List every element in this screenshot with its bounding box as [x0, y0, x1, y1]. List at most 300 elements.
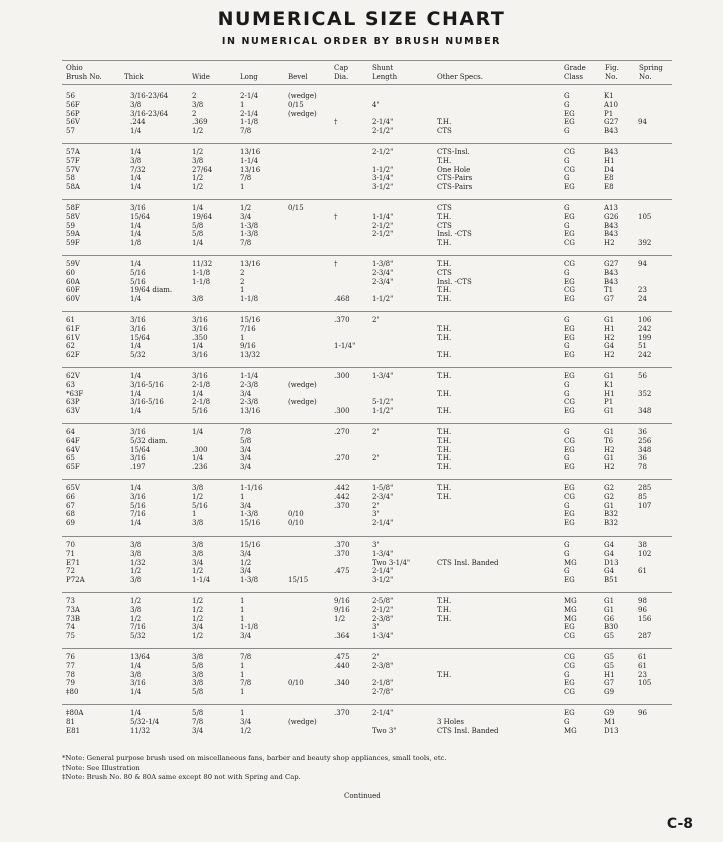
- cell-grade-class: EG: [564, 230, 575, 239]
- cell-long: 13/16: [240, 260, 261, 268]
- cell-long: 1: [240, 492, 245, 501]
- cell-brush-no: 62V: [66, 372, 80, 380]
- cell-fig-no: B51: [604, 576, 619, 585]
- cell-wide: .300: [192, 445, 208, 454]
- header-cap-2: Dia.: [334, 73, 349, 81]
- cell-fig-no: G5: [604, 653, 615, 661]
- cell-wide: 3/8: [192, 100, 204, 109]
- cell-cap-dia: 9/16: [334, 597, 350, 605]
- cell-spring-no: 287: [638, 632, 652, 641]
- cell-fig-no: G27: [604, 260, 619, 268]
- cell-grade-class: MG: [564, 605, 577, 614]
- cell-bevel: (wedge): [288, 398, 317, 407]
- cell-brush-no: 68: [66, 510, 75, 519]
- cell-fig-no: G7: [604, 295, 615, 304]
- cell-long: 3/4: [240, 389, 252, 398]
- cell-brush-no: 78: [66, 670, 75, 679]
- cell-brush-no: 57V: [66, 165, 80, 174]
- cell-wide: 3/16: [192, 372, 208, 380]
- cell-brush-no: 63V: [66, 407, 80, 416]
- continued-label: Continued: [344, 792, 381, 800]
- cell-spring-no: 94: [638, 118, 647, 127]
- cell-grade-class: CG: [564, 492, 575, 501]
- cell-brush-no: 72: [66, 567, 75, 576]
- cell-brush-no: 57: [66, 127, 75, 136]
- cell-brush-no: 59F: [66, 239, 80, 248]
- header-grade-1: Grade: [564, 64, 586, 72]
- cell-fig-no: K1: [604, 92, 614, 100]
- cell-brush-no: 58F: [66, 204, 80, 212]
- cell-wide: 3/8: [192, 670, 204, 679]
- cell-fig-no: P1: [604, 398, 614, 407]
- cell-spring-no: 61: [638, 661, 647, 670]
- cell-shunt-length: 2-3/8": [372, 661, 394, 670]
- cell-thick: 5/32-1/4: [130, 717, 160, 726]
- header-spring-2: No.: [639, 73, 652, 81]
- cell-bevel: 0/15: [288, 204, 304, 212]
- cell-bevel: (wedge): [288, 109, 317, 118]
- cell-long: 1/2: [240, 558, 252, 567]
- cell-grade-class: EG: [564, 118, 575, 127]
- cell-brush-no: 64V: [66, 445, 80, 454]
- cell-spring-no: 242: [638, 324, 652, 333]
- cell-grade-class: G: [564, 454, 570, 463]
- group-divider: [62, 479, 672, 480]
- cell-spring-no: 51: [638, 342, 647, 351]
- cell-long: 1-1/4: [240, 156, 259, 165]
- cell-shunt-length: 1-3/4": [372, 632, 394, 641]
- cell-long: 2: [240, 268, 245, 277]
- cell-wide: 1/2: [192, 127, 204, 136]
- cell-wide: 1/4: [192, 204, 204, 212]
- cell-wide: 1/2: [192, 183, 204, 192]
- cell-wide: 1-1/4: [192, 576, 211, 585]
- cell-long: 1-1/16: [240, 484, 263, 492]
- cell-other-specs: CTS-Pairs: [437, 174, 473, 183]
- cell-shunt-length: 4": [372, 100, 380, 109]
- cell-fig-no: P1: [604, 109, 614, 118]
- cell-cap-dia: 1/2: [334, 614, 346, 623]
- cell-thick: 3/8: [130, 549, 142, 558]
- cell-fig-no: E8: [604, 183, 614, 192]
- cell-grade-class: G: [564, 92, 570, 100]
- cell-shunt-length: 2": [372, 454, 380, 463]
- group-divider: [62, 143, 672, 144]
- cell-other-specs: 3 Holes: [437, 717, 464, 726]
- cell-long: 7/8: [240, 653, 252, 661]
- cell-grade-class: MG: [564, 558, 577, 567]
- cell-fig-no: G1: [604, 605, 615, 614]
- cell-cap-dia: 9/16: [334, 605, 350, 614]
- cell-wide: 1/2: [192, 632, 204, 641]
- cell-long: 15/16: [240, 316, 261, 324]
- cell-long: 1: [240, 605, 245, 614]
- cell-thick: 1/4: [130, 260, 142, 268]
- cell-other-specs: CTS Insl. Banded: [437, 558, 499, 567]
- cell-shunt-length: 2-1/2": [372, 605, 394, 614]
- cell-brush-no: 65F: [66, 463, 80, 472]
- cell-spring-no: 348: [638, 407, 652, 416]
- cell-wide: 7/8: [192, 717, 204, 726]
- cell-grade-class: G: [564, 428, 570, 436]
- cell-long: 1/2: [240, 726, 252, 735]
- cell-thick: 7/16: [130, 510, 146, 519]
- cell-brush-no: 77: [66, 661, 75, 670]
- page-number: C-8: [666, 816, 693, 832]
- cell-wide: 3/8: [192, 549, 204, 558]
- cell-wide: 1/4: [192, 428, 204, 436]
- cell-thick: 1/4: [130, 127, 142, 136]
- cell-fig-no: H1: [604, 324, 615, 333]
- cell-shunt-length: 2-1/2": [372, 127, 394, 136]
- cell-other-specs: T.H.: [437, 212, 452, 221]
- cell-grade-class: G: [564, 342, 570, 351]
- cell-spring-no: 94: [638, 260, 647, 268]
- cell-fig-no: B43: [604, 221, 619, 230]
- cell-thick: 15/64: [130, 445, 151, 454]
- cell-shunt-length: 1-5/8": [372, 484, 394, 492]
- cell-cap-dia: .370: [334, 541, 350, 549]
- cell-brush-no: 60A: [66, 277, 80, 286]
- cell-brush-no: 63: [66, 380, 75, 389]
- group-divider: [62, 423, 672, 424]
- cell-brush-no: 59: [66, 221, 75, 230]
- cell-long: 3/4: [240, 501, 252, 510]
- cell-long: 1: [240, 709, 245, 717]
- cell-grade-class: G: [564, 316, 570, 324]
- cell-spring-no: 36: [638, 454, 647, 463]
- cell-wide: 5/8: [192, 709, 204, 717]
- cell-wide: 3/8: [192, 295, 204, 304]
- cell-fig-no: H2: [604, 463, 615, 472]
- cell-shunt-length: 2-5/8": [372, 597, 394, 605]
- cell-other-specs: CTS Insl. Banded: [437, 726, 499, 735]
- cell-long: 2-1/4: [240, 109, 259, 118]
- header-thick: Thick: [124, 73, 144, 81]
- cell-brush-no: 73B: [66, 614, 81, 623]
- cell-brush-no: 76: [66, 653, 75, 661]
- cell-grade-class: EG: [564, 519, 575, 528]
- header-bevel: Bevel: [288, 73, 308, 81]
- cell-spring-no: 352: [638, 389, 652, 398]
- cell-wide: 11/32: [192, 260, 213, 268]
- cell-cap-dia: .370: [334, 316, 350, 324]
- cell-brush-no: 75: [66, 632, 75, 641]
- group-divider: [62, 367, 672, 368]
- cell-fig-no: G1: [604, 501, 615, 510]
- cell-other-specs: T.H.: [437, 605, 452, 614]
- cell-shunt-length: 2": [372, 316, 380, 324]
- cell-other-specs: T.H.: [437, 454, 452, 463]
- header-spring-1: Spring: [639, 64, 663, 72]
- cell-spring-no: 23: [638, 670, 647, 679]
- cell-thick: 1/2: [130, 567, 142, 576]
- cell-long: 7/8: [240, 127, 252, 136]
- cell-wide: 1: [192, 510, 197, 519]
- cell-other-specs: T.H.: [437, 286, 452, 295]
- cell-other-specs: One Hole: [437, 165, 471, 174]
- cell-cap-dia: .442: [334, 492, 350, 501]
- cell-grade-class: G: [564, 204, 570, 212]
- cell-wide: 1-1/8: [192, 277, 211, 286]
- cell-cap-dia: †: [334, 260, 338, 268]
- cell-wide: 3/8: [192, 156, 204, 165]
- cell-fig-no: T1: [604, 286, 614, 295]
- cell-other-specs: CTS-Pairs: [437, 183, 473, 192]
- cell-grade-class: EG: [564, 109, 575, 118]
- cell-grade-class: CG: [564, 286, 575, 295]
- cell-brush-no: 70: [66, 541, 75, 549]
- cell-spring-no: 98: [638, 597, 647, 605]
- cell-shunt-length: 5-1/2": [372, 398, 394, 407]
- cell-brush-no: 73: [66, 597, 75, 605]
- cell-grade-class: CG: [564, 653, 575, 661]
- cell-shunt-length: 1-1/2": [372, 165, 394, 174]
- cell-shunt-length: 2": [372, 501, 380, 510]
- cell-bevel: 0/15: [288, 100, 304, 109]
- cell-thick: 1/4: [130, 342, 142, 351]
- cell-grade-class: G: [564, 501, 570, 510]
- cell-other-specs: T.H.: [437, 239, 452, 248]
- cell-other-specs: T.H.: [437, 156, 452, 165]
- cell-brush-no: 79: [66, 679, 75, 688]
- cell-thick: 1/4: [130, 709, 142, 717]
- cell-shunt-length: 2-1/2": [372, 148, 394, 156]
- cell-brush-no: E71: [66, 558, 81, 567]
- footnote: ‡Note: Brush No. 80 & 80A same except 80 not with Spring and Cap.: [62, 773, 301, 781]
- cell-fig-no: G2: [604, 484, 615, 492]
- cell-shunt-length: 1-3/4": [372, 549, 394, 558]
- cell-wide: 3/8: [192, 484, 204, 492]
- cell-fig-no: H2: [604, 351, 615, 360]
- cell-thick: 3/16: [130, 324, 146, 333]
- cell-fig-no: A10: [604, 100, 618, 109]
- cell-spring-no: 38: [638, 541, 647, 549]
- cell-spring-no: 106: [638, 316, 652, 324]
- cell-shunt-length: 2-3/4": [372, 268, 394, 277]
- cell-fig-no: G9: [604, 688, 615, 697]
- group-divider: [62, 536, 672, 537]
- header-other: Other Specs.: [437, 73, 483, 81]
- cell-long: 7/8: [240, 428, 252, 436]
- cell-shunt-length: 2-3/4": [372, 277, 394, 286]
- group-divider: [62, 648, 672, 649]
- cell-thick: 3/8: [130, 156, 142, 165]
- cell-long: 9/16: [240, 342, 256, 351]
- cell-grade-class: EG: [564, 183, 575, 192]
- cell-fig-no: H1: [604, 389, 615, 398]
- cell-grade-class: EG: [564, 295, 575, 304]
- cell-grade-class: EG: [564, 463, 575, 472]
- cell-fig-no: G5: [604, 661, 615, 670]
- cell-grade-class: CG: [564, 148, 575, 156]
- cell-cap-dia: .270: [334, 428, 350, 436]
- cell-shunt-length: 1-3/4": [372, 372, 394, 380]
- header-wide: Wide: [192, 73, 210, 81]
- cell-long: 1: [240, 661, 245, 670]
- cell-fig-no: H2: [604, 445, 615, 454]
- cell-thick: 1/4: [130, 221, 142, 230]
- cell-wide: 1/4: [192, 389, 204, 398]
- cell-cap-dia: .270: [334, 454, 350, 463]
- cell-grade-class: G: [564, 221, 570, 230]
- cell-fig-no: G4: [604, 541, 615, 549]
- cell-spring-no: 348: [638, 445, 652, 454]
- header-brush-1: Ohio: [66, 64, 83, 72]
- cell-wide: 5/8: [192, 230, 204, 239]
- cell-long: 1: [240, 614, 245, 623]
- cell-fig-no: D4: [604, 165, 615, 174]
- cell-grade-class: G: [564, 541, 570, 549]
- cell-grade-class: MG: [564, 597, 577, 605]
- cell-long: 13/16: [240, 148, 261, 156]
- cell-thick: 1/4: [130, 389, 142, 398]
- cell-other-specs: Insl. -CTS: [437, 230, 472, 239]
- cell-grade-class: G: [564, 127, 570, 136]
- cell-grade-class: CG: [564, 165, 575, 174]
- cell-fig-no: G2: [604, 492, 615, 501]
- cell-spring-no: 61: [638, 653, 647, 661]
- cell-fig-no: D13: [604, 558, 619, 567]
- cell-thick: 1/4: [130, 174, 142, 183]
- cell-thick: 1/4: [130, 295, 142, 304]
- cell-wide: 5/8: [192, 221, 204, 230]
- cell-fig-no: B43: [604, 230, 619, 239]
- cell-grade-class: EG: [564, 576, 575, 585]
- cell-long: 3/4: [240, 632, 252, 641]
- cell-grade-class: CG: [564, 661, 575, 670]
- cell-fig-no: B43: [604, 148, 619, 156]
- cell-grade-class: CG: [564, 632, 575, 641]
- cell-shunt-length: 3": [372, 623, 380, 632]
- cell-spring-no: 105: [638, 679, 652, 688]
- cell-fig-no: E8: [604, 174, 614, 183]
- cell-long: 7/8: [240, 239, 252, 248]
- cell-wide: 19/64: [192, 212, 213, 221]
- cell-shunt-length: 2-1/8": [372, 679, 394, 688]
- cell-grade-class: G: [564, 156, 570, 165]
- cell-long: 7/8: [240, 679, 252, 688]
- group-divider: [62, 592, 672, 593]
- cell-shunt-length: 2-1/4": [372, 709, 394, 717]
- cell-wide: 1/4: [192, 454, 204, 463]
- cell-other-specs: T.H.: [437, 670, 452, 679]
- cell-thick: 5/32: [130, 351, 146, 360]
- cell-other-specs: T.H.: [437, 445, 452, 454]
- cell-spring-no: 23: [638, 286, 647, 295]
- cell-brush-no: 60: [66, 268, 75, 277]
- cell-thick: 1/4: [130, 148, 142, 156]
- cell-long: 2-3/8: [240, 380, 259, 389]
- cell-long: 1-1/8: [240, 118, 259, 127]
- group-divider: [62, 311, 672, 312]
- cell-thick: 13/64: [130, 653, 151, 661]
- cell-long: 1-1/8: [240, 295, 259, 304]
- cell-bevel: 0/10: [288, 679, 304, 688]
- cell-brush-no: 56F: [66, 100, 80, 109]
- cell-long: 3/4: [240, 212, 252, 221]
- cell-fig-no: K1: [604, 380, 614, 389]
- cell-bevel: 0/10: [288, 519, 304, 528]
- cell-long: 1: [240, 100, 245, 109]
- cell-thick: 3/8: [130, 605, 142, 614]
- cell-cap-dia: †: [334, 212, 338, 221]
- cell-other-specs: T.H.: [437, 614, 452, 623]
- cell-cap-dia: .370: [334, 501, 350, 510]
- cell-spring-no: 199: [638, 333, 652, 342]
- cell-long: 1-3/8: [240, 510, 259, 519]
- cell-brush-no: 58A: [66, 183, 80, 192]
- cell-long: 15/16: [240, 519, 261, 528]
- group-divider: [62, 704, 672, 705]
- cell-wide: 5/16: [192, 407, 208, 416]
- cell-spring-no: 256: [638, 436, 652, 445]
- cell-brush-no: 57F: [66, 156, 80, 165]
- cell-wide: 1/2: [192, 492, 204, 501]
- cell-spring-no: 105: [638, 212, 652, 221]
- cell-other-specs: T.H.: [437, 484, 452, 492]
- header-fig-2: No.: [605, 73, 618, 81]
- cell-grade-class: EG: [564, 623, 575, 632]
- cell-shunt-length: 1-1/2": [372, 407, 394, 416]
- cell-cap-dia: .340: [334, 679, 350, 688]
- cell-wide: 1/4: [192, 239, 204, 248]
- cell-wide: 3/4: [192, 623, 204, 632]
- cell-grade-class: G: [564, 174, 570, 183]
- cell-long: 1: [240, 670, 245, 679]
- cell-brush-no: 64: [66, 428, 75, 436]
- cell-fig-no: G6: [604, 614, 615, 623]
- cell-fig-no: H1: [604, 670, 615, 679]
- header-fig-1: Fig.: [605, 64, 619, 72]
- cell-brush-no: 56V: [66, 118, 80, 127]
- cell-thick: 3/16: [130, 428, 146, 436]
- cell-long: 3/4: [240, 567, 252, 576]
- cell-thick: 5/32 diam.: [130, 436, 168, 445]
- cell-long: 1/2: [240, 204, 252, 212]
- cell-grade-class: EG: [564, 709, 575, 717]
- cell-wide: 2-1/8: [192, 380, 211, 389]
- cell-other-specs: T.H.: [437, 492, 452, 501]
- cell-brush-no: 73A: [66, 605, 80, 614]
- cell-long: 1-3/8: [240, 221, 259, 230]
- cell-long: 7/16: [240, 324, 256, 333]
- cell-thick: 3/16-23/64: [130, 92, 169, 100]
- cell-shunt-length: 3-1/2": [372, 576, 394, 585]
- cell-grade-class: G: [564, 567, 570, 576]
- footnote: †Note: See Illustration: [62, 763, 140, 772]
- cell-thick: 11/32: [130, 726, 151, 735]
- cell-wide: 3/8: [192, 541, 204, 549]
- header-top-rule: [62, 60, 672, 61]
- cell-thick: 1/4: [130, 519, 142, 528]
- cell-thick: 3/16: [130, 679, 146, 688]
- cell-brush-no: 60F: [66, 286, 80, 295]
- cell-grade-class: EG: [564, 324, 575, 333]
- cell-spring-no: 96: [638, 709, 647, 717]
- cell-brush-no: ‡80: [66, 688, 79, 697]
- cell-grade-class: EG: [564, 679, 575, 688]
- cell-brush-no: P72A: [66, 576, 85, 585]
- cell-shunt-length: 2": [372, 428, 380, 436]
- cell-other-specs: CTS: [437, 221, 452, 230]
- cell-wide: 1/2: [192, 605, 204, 614]
- cell-grade-class: G: [564, 670, 570, 679]
- cell-brush-no: 61F: [66, 324, 80, 333]
- cell-thick: 1/4: [130, 372, 142, 380]
- cell-long: 1: [240, 183, 245, 192]
- footnotes: [62, 754, 447, 783]
